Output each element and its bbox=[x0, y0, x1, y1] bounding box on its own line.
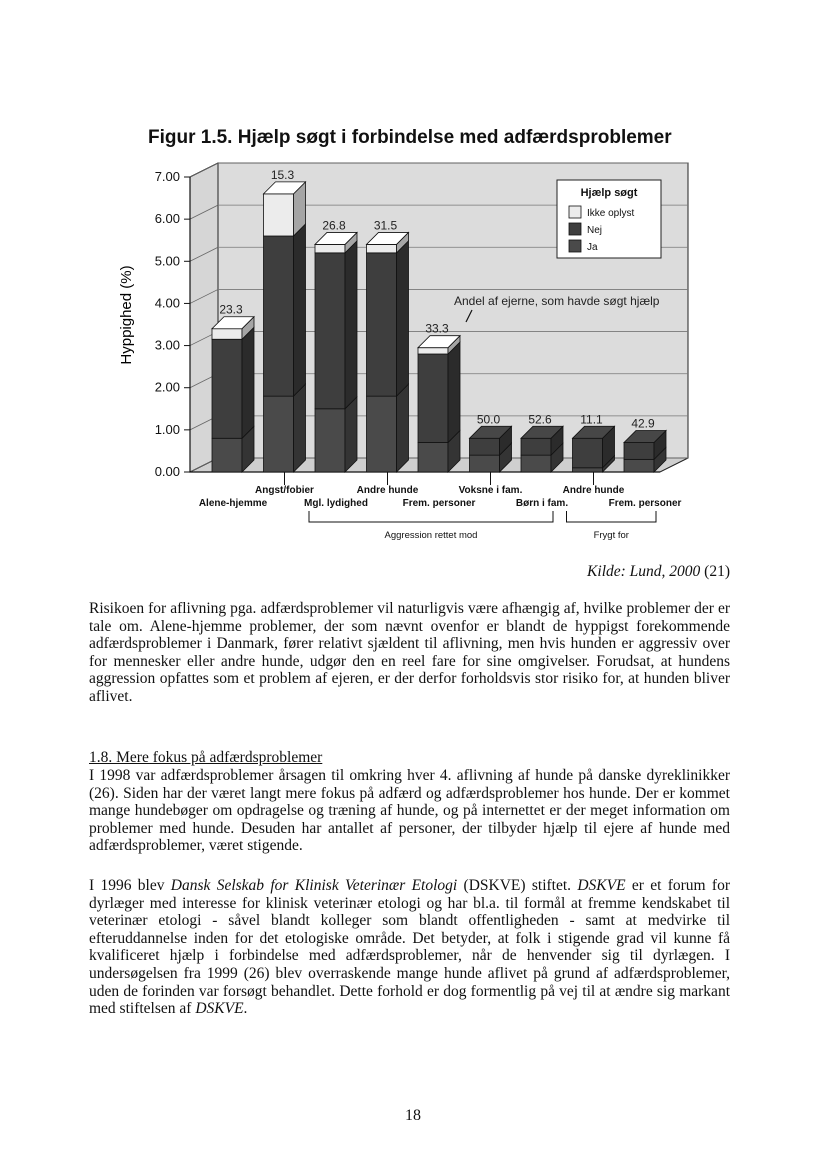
paragraph-3 bbox=[89, 877, 730, 1018]
group-label: Frygt for bbox=[593, 530, 629, 541]
bar-segment-nej bbox=[573, 438, 603, 468]
legend-swatch bbox=[569, 240, 581, 252]
bar-segment-ja bbox=[367, 396, 397, 472]
y-tick-label: 5.00 bbox=[154, 253, 180, 269]
data-label: 50.0 bbox=[476, 412, 501, 427]
data-label: 33.3 bbox=[425, 321, 449, 336]
x-category-label: Andre hunde bbox=[356, 485, 419, 496]
bar-segment-ja bbox=[521, 455, 551, 472]
x-category-label: Alene-hjemme bbox=[198, 498, 268, 509]
y-tick-label: 0.00 bbox=[154, 464, 180, 479]
bar-segment-ja bbox=[315, 409, 345, 472]
legend-swatch bbox=[569, 206, 581, 218]
bar-segment-ikke-oplyst bbox=[367, 244, 397, 252]
bar-side bbox=[448, 342, 460, 443]
x-axis-labels bbox=[199, 472, 682, 509]
bar-segment-ja bbox=[212, 438, 242, 472]
y-tick-label: 7.00 bbox=[154, 169, 180, 184]
legend-label: Ikke oplyst bbox=[587, 208, 635, 219]
bar-side bbox=[242, 327, 254, 438]
y-tick-label: 4.00 bbox=[154, 295, 180, 311]
x-category-label: Andre hunde bbox=[562, 485, 625, 496]
bar-side bbox=[397, 241, 409, 396]
x-category-label: Voksne i fam. bbox=[458, 485, 523, 496]
data-label: 11.1 bbox=[580, 412, 603, 427]
annotation-text: Andel af ejerne, som havde søgt hjælp bbox=[454, 294, 660, 308]
bar-segment-nej bbox=[418, 354, 448, 443]
data-label: 23.3 bbox=[219, 302, 243, 317]
y-tick-label: 3.00 bbox=[154, 337, 180, 353]
paragraph-3-text: (DSKVE) stiftet. bbox=[457, 877, 578, 894]
data-label: 42.9 bbox=[631, 416, 655, 431]
y-tick-label: 6.00 bbox=[154, 211, 180, 227]
bar-side bbox=[345, 241, 357, 409]
bar-segment-ja bbox=[264, 396, 294, 472]
data-label: 26.8 bbox=[322, 218, 346, 233]
section-heading: 1.8. Mere fokus på adfærdsproblemer bbox=[89, 749, 323, 766]
bar-segment-nej bbox=[367, 253, 397, 396]
legend-label: Nej bbox=[587, 225, 603, 236]
y-axis-label: Hyppighed (%) bbox=[118, 265, 135, 365]
data-label: 52.6 bbox=[528, 412, 552, 427]
paragraph-3-text: . bbox=[243, 1000, 248, 1018]
group-bracket bbox=[309, 511, 553, 522]
x-category-label: Mgl. lydighed bbox=[304, 498, 368, 509]
bar-segment-ikke-oplyst bbox=[212, 329, 242, 340]
group-bracket bbox=[567, 511, 657, 522]
bar-side bbox=[345, 397, 357, 472]
bar-segment-ja bbox=[573, 468, 603, 472]
bar-segment-nej bbox=[521, 438, 551, 455]
x-category-label: Frem. personer bbox=[608, 498, 682, 509]
bar-segment-ikke-oplyst bbox=[418, 348, 448, 354]
x-category-label: Børn i fam. bbox=[515, 498, 569, 509]
bar-segment-nej bbox=[624, 443, 654, 460]
paragraph-3-text: er et forum for dyrlæger med interesse for klinisk veterinær etologi og har bl.a. til formål at fremme kendskabet til veterinær etologi - såvel blandt kolleger som blandt offentligheden - samt at medvirke til efteruddannelse inden for det etologiske område. Det betyder, at folk i stigende grad vil kunne få kvalificeret hjælp i forbindelse med adfærdsproblemer, når de henvender sig til dyrlægen. I undersøgelsen fra 1999 (26) blev overraskende mange hunde aflivet på grund af adfærdsproblemer, uden de forinden var forsøgt behandlet. Dette forhold er dog formentlig på vej til at ændre sig markant med stiftelsen af bbox=[89, 877, 730, 1018]
bar-side bbox=[294, 384, 306, 472]
bar-segment-ja bbox=[470, 455, 500, 472]
source-citation: Kilde: Lund, 2000 bbox=[587, 563, 701, 580]
bar-segment-ja bbox=[418, 443, 448, 473]
x-category-label: Frem. personer bbox=[402, 498, 476, 509]
figure-title: Figur 1.5. Hjælp søgt i forbindelse med adfærdsproblemer bbox=[148, 127, 672, 148]
legend-label: Ja bbox=[587, 242, 598, 253]
data-label: 15.3 bbox=[270, 167, 295, 182]
group-label: Aggression rettet mod bbox=[384, 530, 478, 541]
legend-title: Hjælp søgt bbox=[580, 187, 638, 199]
y-axis-ticks bbox=[155, 169, 180, 479]
y-tick-label: 1.00 bbox=[154, 421, 180, 437]
society-name: Dansk Selskab for Klinisk Veterinær Etologi bbox=[170, 877, 458, 894]
bar-segment-nej bbox=[264, 236, 294, 396]
bar-chart bbox=[0, 0, 826, 560]
bar-side bbox=[397, 384, 409, 472]
paragraph-1: Risikoen for aflivning pga. adfærdsproblemer vil naturligvis være afhængig af, hvilke problemer der er tale om. Alene-hjemme problemer, der som nævnt ovenfor er blandt de hyppigst forekommende adfærdsproblemer i Danmark, fører relativt sjældent til aflivning, men hvis hunden er aggressiv over for mennesker eller andre hunde, udgør den en reel fare for sine omgivelser. Forudsat, at hundens aggression opfattes som et problem af ejeren, er der derfor forholdsvis stor risiko for, at hunden bliver aflivet. bbox=[89, 600, 730, 705]
society-abbreviation: DSKVE bbox=[195, 1000, 244, 1018]
legend-swatch bbox=[569, 223, 581, 235]
figure-source bbox=[560, 563, 730, 581]
bar-segment-nej bbox=[470, 438, 500, 455]
bar-segment-nej bbox=[212, 339, 242, 438]
bar-segment-ja bbox=[624, 459, 654, 472]
bar-segment-ikke-oplyst bbox=[315, 244, 345, 252]
y-tick-label: 2.00 bbox=[154, 379, 180, 395]
x-category-label: Angst/fobier bbox=[255, 485, 314, 496]
paragraph-2: I 1998 var adfærdsproblemer årsagen til omkring hver 4. aflivning af hunde på danske dyreklinikker (26). Siden har der været langt mere fokus på adfærd og adfærdsproblemer hos hunde. Der er kommet mange hundebøger om opdragelse og træning af hunde, og på internettet er der meget information om problemer med hunde. Desuden har antallet af personer, der tilbyder hjælp til ejere af hunde med adfærdsproblemer, været stigende. bbox=[89, 767, 730, 855]
paragraph-3-text: I 1996 blev bbox=[89, 877, 171, 894]
category-groups bbox=[309, 511, 656, 541]
page-number: 18 bbox=[405, 1107, 421, 1124]
society-abbreviation: DSKVE bbox=[577, 877, 626, 894]
chart-legend bbox=[557, 180, 661, 258]
data-label: 31.5 bbox=[373, 218, 398, 233]
bar-side bbox=[294, 224, 306, 396]
source-reference: (21) bbox=[700, 563, 730, 580]
bar-segment-ikke-oplyst bbox=[264, 194, 294, 236]
bar-segment-nej bbox=[315, 253, 345, 409]
